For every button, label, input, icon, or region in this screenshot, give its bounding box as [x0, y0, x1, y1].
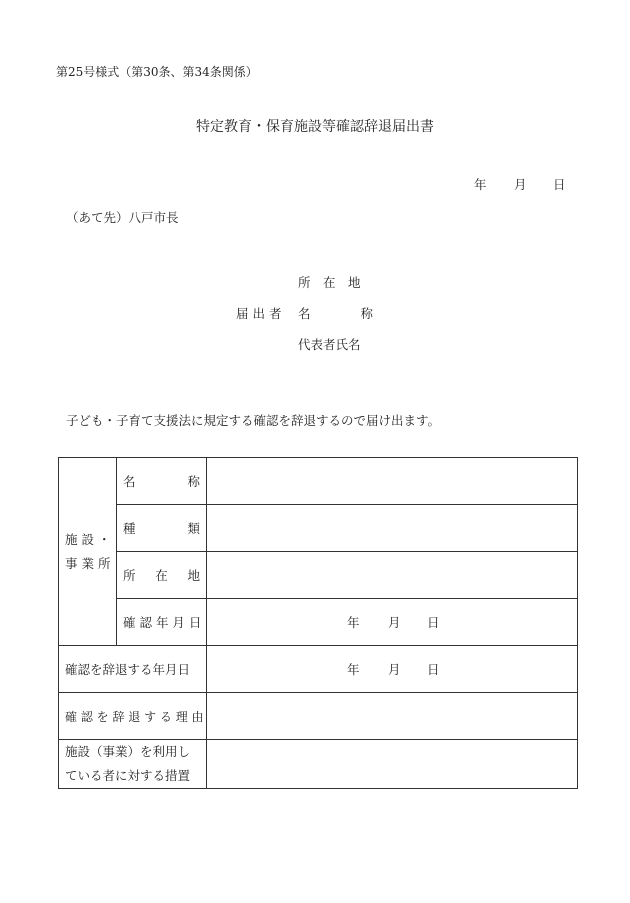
user-measures-label: [59, 740, 207, 789]
user-measures-line: 施設（事業）を利用し: [65, 744, 191, 759]
declaration-statement: 子ども・子育て支援法に規定する確認を辞退するので届け出ます。: [66, 413, 441, 428]
withdrawal-form-table: [58, 457, 578, 789]
submitter-address-label: 所 在 地: [298, 275, 361, 290]
confirm-date-label: 確 認 年 月 日: [117, 599, 207, 646]
confirm-date-field[interactable]: [207, 599, 578, 646]
date-year-label: 年: [347, 615, 360, 630]
table-row: [59, 599, 578, 646]
date-month-label: 月: [388, 615, 401, 630]
table-row: [59, 646, 578, 693]
date-day-label: 日: [427, 615, 440, 630]
addressee: （あて先）八戸市長: [66, 210, 179, 225]
submitter-group-label: 届 出 者: [236, 306, 282, 321]
form-number: 第25号様式（第30条、第34条関係）: [56, 65, 258, 79]
facility-type-label: [117, 505, 207, 552]
submitter-name-label: 名 称: [298, 306, 374, 321]
label-char: 地: [187, 568, 200, 583]
facility-name-field[interactable]: [207, 458, 578, 505]
withdraw-reason-label: 確 認 を 辞 退 す る 理 由: [59, 693, 207, 740]
date-year-label: 年: [347, 662, 360, 677]
table-row: [59, 740, 578, 789]
table-row: [59, 552, 578, 599]
facility-name-label: [117, 458, 207, 505]
label-char: 在: [155, 568, 168, 583]
facility-group-label: [59, 458, 117, 646]
withdraw-reason-field[interactable]: [207, 693, 578, 740]
date-year-label: 年: [474, 177, 487, 192]
facility-location-label: [117, 552, 207, 599]
user-measures-field[interactable]: [207, 740, 578, 789]
facility-location-field[interactable]: [207, 552, 578, 599]
withdraw-date-field[interactable]: [207, 646, 578, 693]
withdraw-date-label: 確認を辞退する年月日: [59, 646, 207, 693]
label-char: 称: [187, 474, 200, 489]
table-row: [59, 505, 578, 552]
table-row: [59, 458, 578, 505]
date-month-label: 月: [388, 662, 401, 677]
label-char: 類: [187, 521, 200, 536]
facility-group-line: 事 業 所: [65, 555, 111, 571]
date-day-label: 日: [553, 177, 566, 192]
label-char: 名: [123, 474, 136, 489]
facility-group-line: 施 設 ・: [65, 531, 111, 547]
table-row: [59, 693, 578, 740]
facility-type-field[interactable]: [207, 505, 578, 552]
date-day-label: 日: [427, 662, 440, 677]
label-char: 種: [123, 521, 136, 536]
submitter-representative-label: 代表者氏名: [298, 337, 361, 352]
user-measures-line: ている者に対する措置: [65, 768, 191, 783]
label-char: 所: [123, 568, 136, 583]
date-month-label: 月: [514, 177, 527, 192]
document-title: 特定教育・保育施設等確認辞退届出書: [196, 119, 434, 135]
